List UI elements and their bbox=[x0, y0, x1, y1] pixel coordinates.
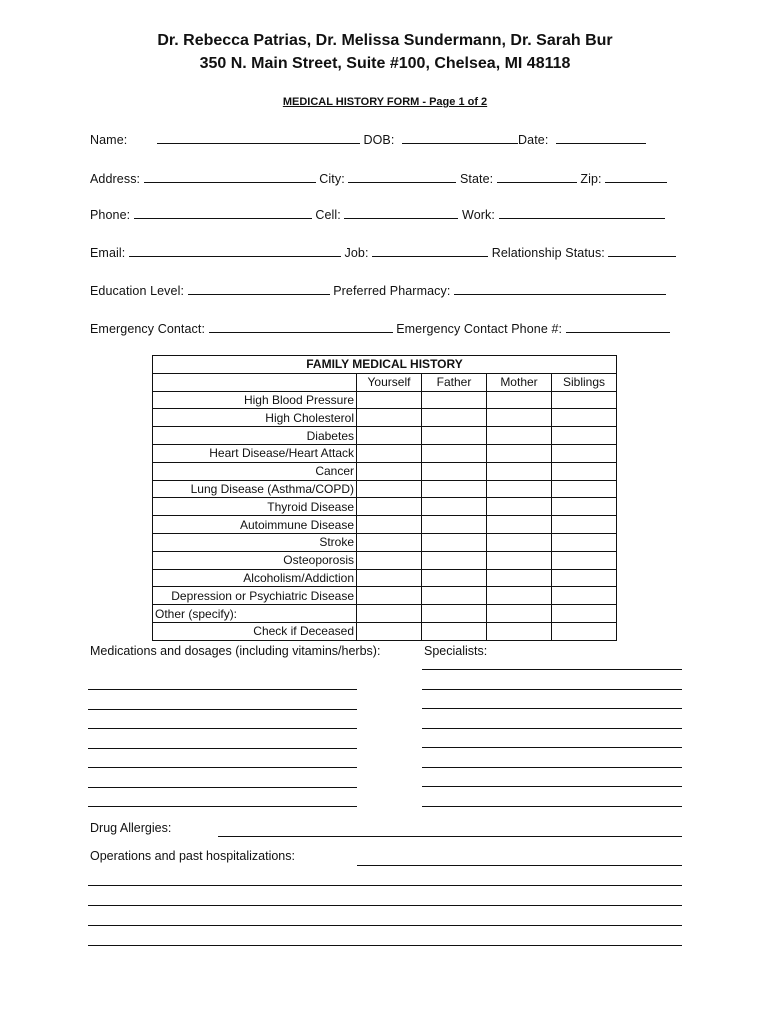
specialists-label: Specialists: bbox=[424, 644, 488, 658]
specialists-line[interactable] bbox=[422, 747, 682, 748]
checkbox-cell-yourself[interactable] bbox=[357, 622, 422, 640]
checkbox-cell-mother[interactable] bbox=[487, 622, 552, 640]
preferred-pharmacy-field[interactable] bbox=[454, 284, 666, 295]
checkbox-cell-father[interactable] bbox=[422, 480, 487, 498]
checkbox-cell-siblings[interactable] bbox=[552, 569, 617, 587]
condition-label: Alcoholism/Addiction bbox=[153, 569, 357, 587]
medications-line[interactable] bbox=[88, 767, 357, 768]
date-field[interactable] bbox=[556, 133, 646, 144]
checkbox-cell-mother[interactable] bbox=[487, 498, 552, 516]
state-field[interactable] bbox=[497, 172, 577, 183]
zip-label: Zip: bbox=[580, 172, 602, 186]
family-history-header-row bbox=[153, 373, 617, 391]
checkbox-cell-siblings[interactable] bbox=[552, 533, 617, 551]
emergency-row bbox=[90, 322, 670, 336]
medications-line[interactable] bbox=[88, 806, 357, 807]
address-field[interactable] bbox=[144, 172, 316, 183]
checkbox-cell-father[interactable] bbox=[422, 605, 487, 623]
checkbox-cell-siblings[interactable] bbox=[552, 480, 617, 498]
condition-label: Other (specify): bbox=[153, 605, 357, 623]
checkbox-cell-siblings[interactable] bbox=[552, 516, 617, 534]
operations-line[interactable] bbox=[88, 905, 682, 906]
phone-row bbox=[90, 208, 665, 222]
specialists-line[interactable] bbox=[422, 689, 682, 690]
checkbox-cell-yourself[interactable] bbox=[357, 427, 422, 445]
operations-line[interactable] bbox=[88, 925, 682, 926]
checkbox-cell-yourself[interactable] bbox=[357, 391, 422, 409]
date-label: Date: bbox=[518, 133, 549, 147]
checkbox-cell-father[interactable] bbox=[422, 587, 487, 605]
practice-doctors: Dr. Rebecca Patrias, Dr. Melissa Sundermann, Dr. Sarah Bur bbox=[157, 32, 613, 49]
checkbox-cell-siblings[interactable] bbox=[552, 427, 617, 445]
medications-line[interactable] bbox=[88, 709, 357, 710]
condition-label: Thyroid Disease bbox=[153, 498, 357, 516]
operations-line[interactable] bbox=[88, 945, 682, 946]
city-field[interactable] bbox=[348, 172, 456, 183]
family-history-row bbox=[153, 587, 617, 605]
family-history-row bbox=[153, 551, 617, 569]
checkbox-cell-yourself[interactable] bbox=[357, 409, 422, 427]
zip-field[interactable] bbox=[605, 172, 667, 183]
condition-label: Autoimmune Disease bbox=[153, 516, 357, 534]
specialists-line[interactable] bbox=[422, 767, 682, 768]
family-history-row bbox=[153, 569, 617, 587]
checkbox-cell-father[interactable] bbox=[422, 391, 487, 409]
checkbox-cell-mother[interactable] bbox=[487, 516, 552, 534]
family-history-row bbox=[153, 391, 617, 409]
checkbox-cell-yourself[interactable] bbox=[357, 605, 422, 623]
checkbox-cell-yourself[interactable] bbox=[357, 498, 422, 516]
phone-field[interactable] bbox=[134, 208, 312, 219]
checkbox-cell-father[interactable] bbox=[422, 569, 487, 587]
work-label: Work: bbox=[462, 208, 495, 222]
family-history-row bbox=[153, 462, 617, 480]
condition-label: Osteoporosis bbox=[153, 551, 357, 569]
family-history-row bbox=[153, 498, 617, 516]
dob-field[interactable] bbox=[402, 133, 518, 144]
medications-line[interactable] bbox=[88, 728, 357, 729]
education-level-field[interactable] bbox=[188, 284, 330, 295]
checkbox-cell-mother[interactable] bbox=[487, 551, 552, 569]
specialists-line[interactable] bbox=[422, 669, 682, 670]
name-field[interactable] bbox=[157, 133, 360, 144]
preferred-pharmacy-label: Preferred Pharmacy: bbox=[333, 284, 451, 298]
checkbox-cell-siblings[interactable] bbox=[552, 462, 617, 480]
checkbox-cell-mother[interactable] bbox=[487, 533, 552, 551]
name-label: Name: bbox=[90, 133, 128, 147]
address-label: Address: bbox=[90, 172, 141, 186]
emergency-contact-field[interactable] bbox=[209, 322, 393, 333]
family-history-row bbox=[153, 533, 617, 551]
checkbox-cell-father[interactable] bbox=[422, 516, 487, 534]
family-history-table bbox=[152, 355, 617, 641]
form-title: MEDICAL HISTORY FORM - Page 1 of 2 bbox=[282, 96, 488, 108]
condition-label: Cancer bbox=[153, 462, 357, 480]
checkbox-cell-siblings[interactable] bbox=[552, 587, 617, 605]
medications-label: Medications and dosages (including vitamins/herbs): bbox=[90, 644, 381, 658]
checkbox-cell-mother[interactable] bbox=[487, 391, 552, 409]
checkbox-cell-mother[interactable] bbox=[487, 462, 552, 480]
work-field[interactable] bbox=[499, 208, 665, 219]
checkbox-cell-yourself[interactable] bbox=[357, 551, 422, 569]
checkbox-cell-yourself[interactable] bbox=[357, 480, 422, 498]
checkbox-cell-siblings[interactable] bbox=[552, 498, 617, 516]
checkbox-cell-mother[interactable] bbox=[487, 444, 552, 462]
family-history-caption: FAMILY MEDICAL HISTORY bbox=[153, 356, 617, 374]
checkbox-cell-siblings[interactable] bbox=[552, 444, 617, 462]
family-history-row bbox=[153, 409, 617, 427]
checkbox-cell-siblings[interactable] bbox=[552, 605, 617, 623]
practice-address: 350 N. Main Street, Suite #100, Chelsea, MI 48118 bbox=[199, 55, 571, 72]
city-label: City: bbox=[319, 172, 345, 186]
checkbox-cell-father[interactable] bbox=[422, 444, 487, 462]
email-row bbox=[90, 246, 676, 260]
checkbox-cell-father[interactable] bbox=[422, 533, 487, 551]
checkbox-cell-yourself[interactable] bbox=[357, 444, 422, 462]
checkbox-cell-mother[interactable] bbox=[487, 605, 552, 623]
condition-label: High Blood Pressure bbox=[153, 391, 357, 409]
cell-field[interactable] bbox=[344, 208, 458, 219]
state-label: State: bbox=[459, 172, 494, 186]
relationship-status-label: Relationship Status: bbox=[491, 246, 605, 260]
specialists-line[interactable] bbox=[422, 708, 682, 709]
checkbox-cell-siblings[interactable] bbox=[552, 409, 617, 427]
cell-label: Cell: bbox=[315, 208, 341, 222]
education-row bbox=[90, 284, 666, 298]
condition-label: Heart Disease/Heart Attack bbox=[153, 444, 357, 462]
checkbox-cell-mother[interactable] bbox=[487, 409, 552, 427]
checkbox-cell-yourself[interactable] bbox=[357, 533, 422, 551]
condition-label: Stroke bbox=[153, 533, 357, 551]
emergency-contact-label: Emergency Contact: bbox=[90, 322, 206, 336]
checkbox-cell-yourself[interactable] bbox=[357, 569, 422, 587]
email-label: Email: bbox=[90, 246, 126, 260]
education-level-label: Education Level: bbox=[90, 284, 185, 298]
checkbox-cell-father[interactable] bbox=[422, 498, 487, 516]
checkbox-cell-mother[interactable] bbox=[487, 480, 552, 498]
checkbox-cell-yourself[interactable] bbox=[357, 462, 422, 480]
checkbox-cell-mother[interactable] bbox=[487, 587, 552, 605]
condition-label: Depression or Psychiatric Disease bbox=[153, 587, 357, 605]
operations-line[interactable] bbox=[88, 885, 682, 886]
dob-label: DOB: bbox=[363, 133, 395, 147]
checkbox-cell-siblings[interactable] bbox=[552, 551, 617, 569]
specialists-line[interactable] bbox=[422, 806, 682, 807]
condition-label: High Cholesterol bbox=[153, 409, 357, 427]
medications-line[interactable] bbox=[88, 787, 357, 788]
column-header-yourself: Yourself bbox=[357, 373, 422, 391]
phone-label: Phone: bbox=[90, 208, 131, 222]
checkbox-cell-father[interactable] bbox=[422, 462, 487, 480]
header-blank-cell bbox=[153, 373, 357, 391]
column-header-mother: Mother bbox=[487, 373, 552, 391]
checkbox-cell-yourself[interactable] bbox=[357, 587, 422, 605]
checkbox-cell-mother[interactable] bbox=[487, 427, 552, 445]
family-history-row bbox=[153, 444, 617, 462]
operations-field[interactable] bbox=[357, 865, 682, 866]
drug-allergies-label: Drug Allergies: bbox=[90, 821, 172, 835]
operations-label: Operations and past hospitalizations: bbox=[90, 849, 295, 863]
checkbox-cell-father[interactable] bbox=[422, 409, 487, 427]
condition-label: Diabetes bbox=[153, 427, 357, 445]
condition-label: Lung Disease (Asthma/COPD) bbox=[153, 480, 357, 498]
specialists-line[interactable] bbox=[422, 728, 682, 729]
checkbox-cell-siblings[interactable] bbox=[552, 391, 617, 409]
checkbox-cell-yourself[interactable] bbox=[357, 516, 422, 534]
checkbox-cell-siblings[interactable] bbox=[552, 622, 617, 640]
relationship-status-field[interactable] bbox=[608, 246, 676, 257]
email-field[interactable] bbox=[129, 246, 341, 257]
job-field[interactable] bbox=[372, 246, 488, 257]
drug-allergies-field[interactable] bbox=[218, 836, 682, 837]
checkbox-cell-father[interactable] bbox=[422, 427, 487, 445]
checkbox-cell-mother[interactable] bbox=[487, 569, 552, 587]
specialists-line[interactable] bbox=[422, 786, 682, 787]
family-history-row bbox=[153, 622, 617, 640]
family-history-row bbox=[153, 480, 617, 498]
family-history-row bbox=[153, 605, 617, 623]
emergency-contact-phone-label: Emergency Contact Phone #: bbox=[396, 322, 563, 336]
medications-line[interactable] bbox=[88, 748, 357, 749]
checkbox-cell-father[interactable] bbox=[422, 551, 487, 569]
condition-label: Check if Deceased bbox=[153, 622, 357, 640]
medications-line[interactable] bbox=[88, 689, 357, 690]
emergency-contact-phone-field[interactable] bbox=[566, 322, 670, 333]
address-row bbox=[90, 172, 667, 186]
column-header-siblings: Siblings bbox=[552, 373, 617, 391]
family-history-row bbox=[153, 516, 617, 534]
column-header-father: Father bbox=[422, 373, 487, 391]
family-history-row bbox=[153, 427, 617, 445]
name-row bbox=[90, 133, 646, 147]
checkbox-cell-father[interactable] bbox=[422, 622, 487, 640]
job-label: Job: bbox=[344, 246, 369, 260]
